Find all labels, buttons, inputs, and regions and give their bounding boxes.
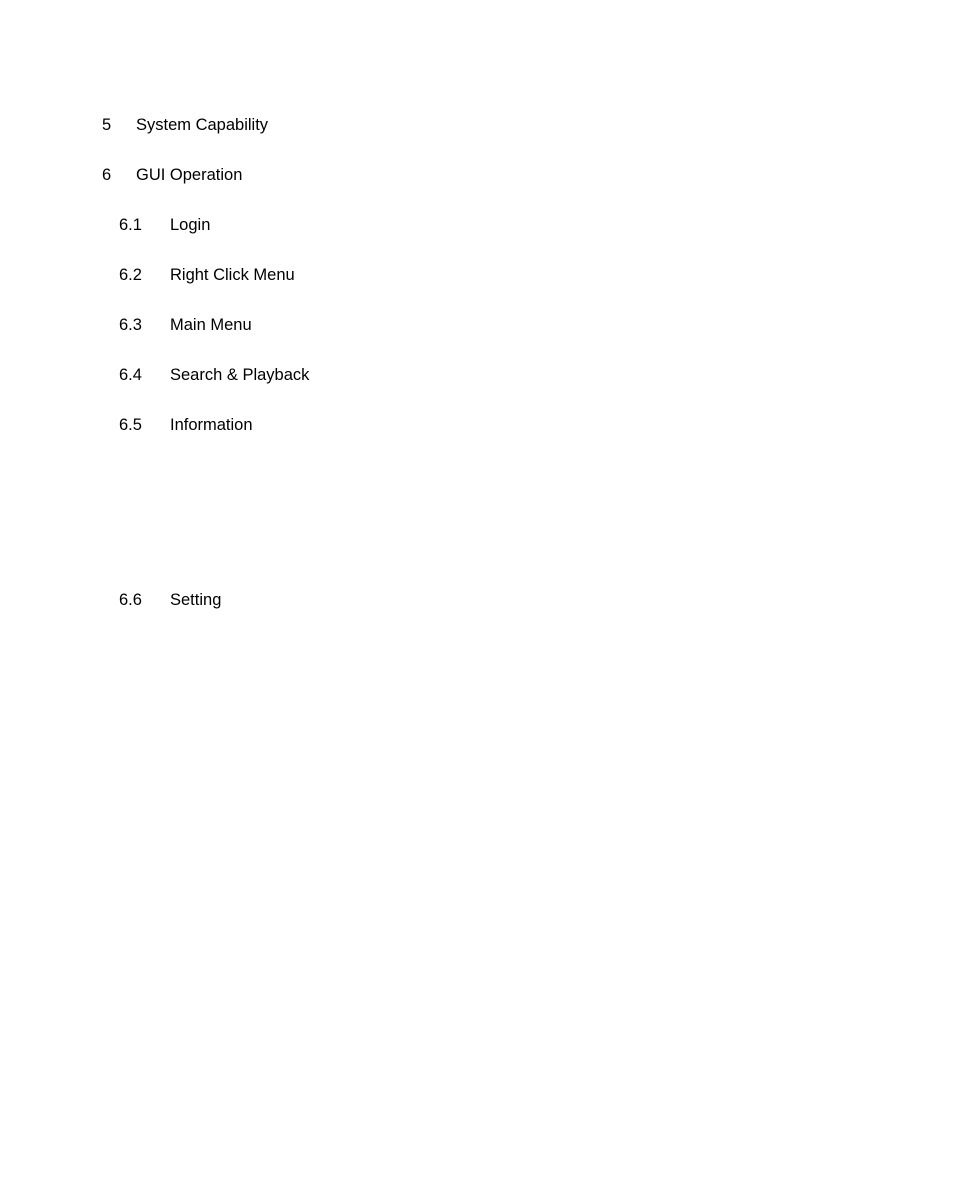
toc-entry-title: System Capability xyxy=(136,116,269,134)
toc-entry-title: Main Menu xyxy=(170,316,252,334)
toc-entry-title: Right Click Menu xyxy=(170,266,295,284)
toc-entry-title: Login xyxy=(170,216,211,234)
toc-entry-title: Search & Playback xyxy=(170,366,310,384)
toc-entry-number: 6.4 xyxy=(119,366,142,384)
toc-entry-title: Information xyxy=(170,416,253,434)
toc-entry-title: GUI Operation xyxy=(136,166,243,184)
toc-entry-number: 5 xyxy=(102,116,112,134)
toc-entry-number: 6.1 xyxy=(119,216,142,234)
toc-entry-title: Setting xyxy=(170,591,222,609)
toc-entry-number: 6.5 xyxy=(119,416,142,434)
toc-entry-number: 6 xyxy=(102,166,112,184)
toc-entry-number: 6.2 xyxy=(119,266,142,284)
toc-entry-number: 6.3 xyxy=(119,316,142,334)
toc-entry-number: 6.6 xyxy=(119,591,142,609)
